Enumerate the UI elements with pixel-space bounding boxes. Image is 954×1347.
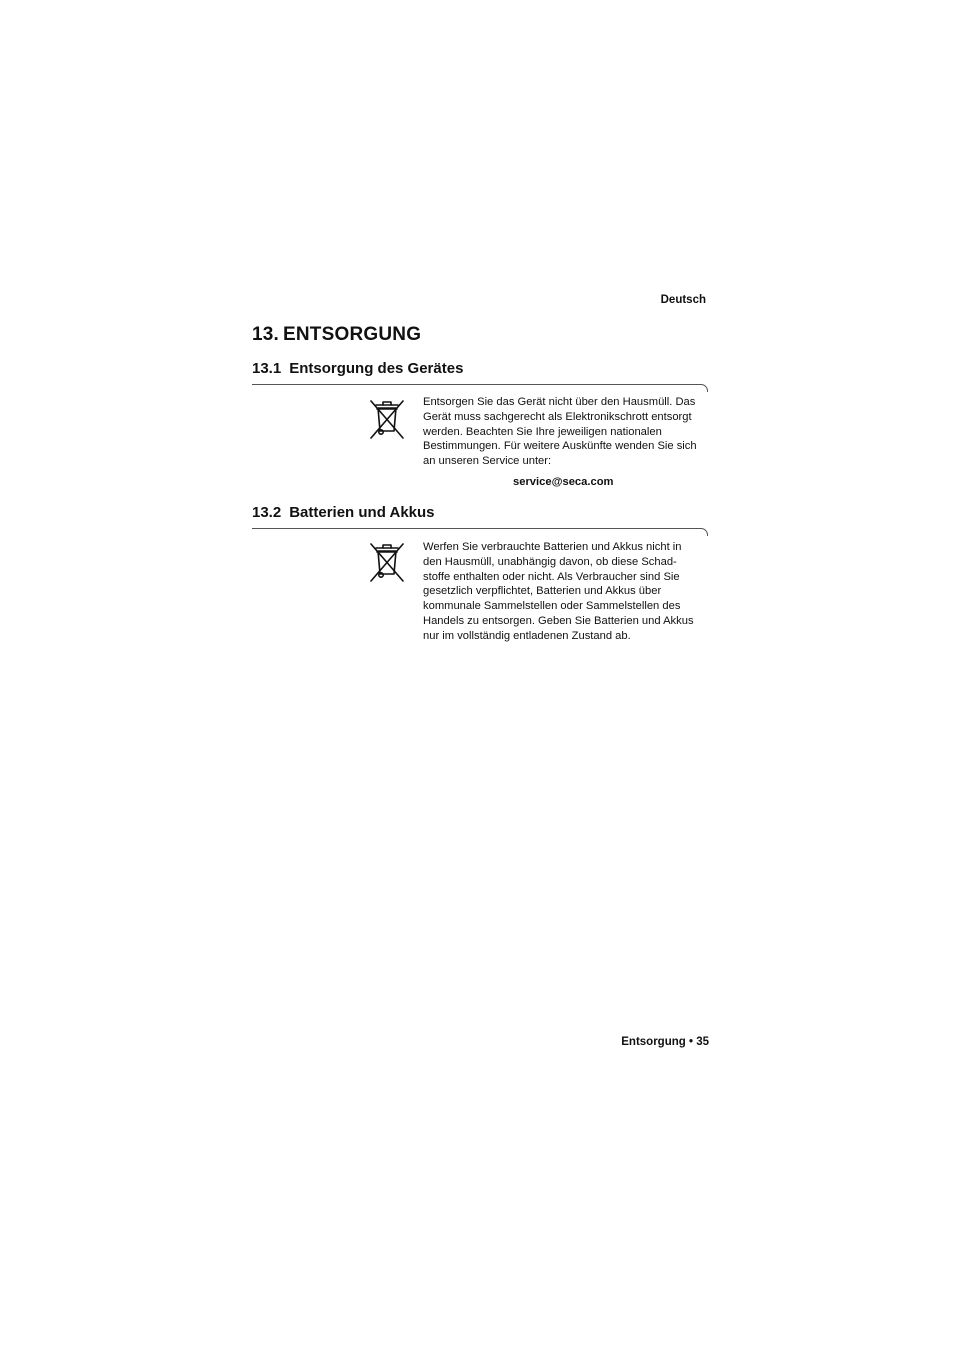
crossed-out-battery-bin-icon [368,541,406,585]
section-number: 13.1 [252,360,282,377]
section-rule [252,384,700,385]
section-rule-hook [700,384,708,392]
crossed-out-wheelie-bin-icon [368,398,406,442]
paragraph-line: an unseren Service unter: [423,455,552,468]
chapter-number: 13. [252,324,280,345]
language-label: Deutsch [660,294,706,306]
page-footer: Entsorgung • 35 [621,1036,709,1048]
chapter-title: ENTSORGUNG [283,324,422,345]
paragraph-line: stoffe enthalten oder nicht. Als Verbraucher sind Sie [423,570,680,583]
chapter-heading [252,324,421,346]
section-title: Batterien und Akkus [289,504,435,521]
section-paragraph-disposal-device [423,395,711,469]
paragraph-line: Handels zu entsorgen. Geben Sie Batterien und Akkus [423,614,694,627]
paragraph-line: Werfen Sie verbrauchte Batterien und Akkus nicht in [423,541,682,553]
service-email-link[interactable]: service@seca.com [513,476,614,488]
section-heading-batteries [252,504,435,521]
section-rule-hook [700,528,708,536]
section-number: 13.2 [252,504,282,521]
paragraph-line: nur im vollständig entladenen Zustand ab. [423,629,631,642]
section-rule [252,528,700,529]
paragraph-line: Gerät muss sachgerecht als Elektronikschrott entsorgt [423,410,692,423]
paragraph-line: Entsorgen Sie das Gerät nicht über den Hausmüll. Das [423,396,696,408]
section-paragraph-batteries [423,540,711,644]
section-title: Entsorgung des Gerätes [289,360,464,377]
paragraph-line: werden. Beachten Sie Ihre jeweiligen nationalen [423,425,662,438]
paragraph-line: Bestimmungen. Für weitere Auskünfte wenden Sie sich [423,440,697,453]
section-heading-disposal-device [252,360,463,377]
paragraph-line: den Hausmüll, unabhängig davon, ob diese Schad- [423,555,677,568]
paragraph-line: gesetzlich verpflichtet, Batterien und Akkus über [423,585,662,598]
paragraph-line: kommunale Sammelstellen oder Sammelstellen des [423,600,681,613]
